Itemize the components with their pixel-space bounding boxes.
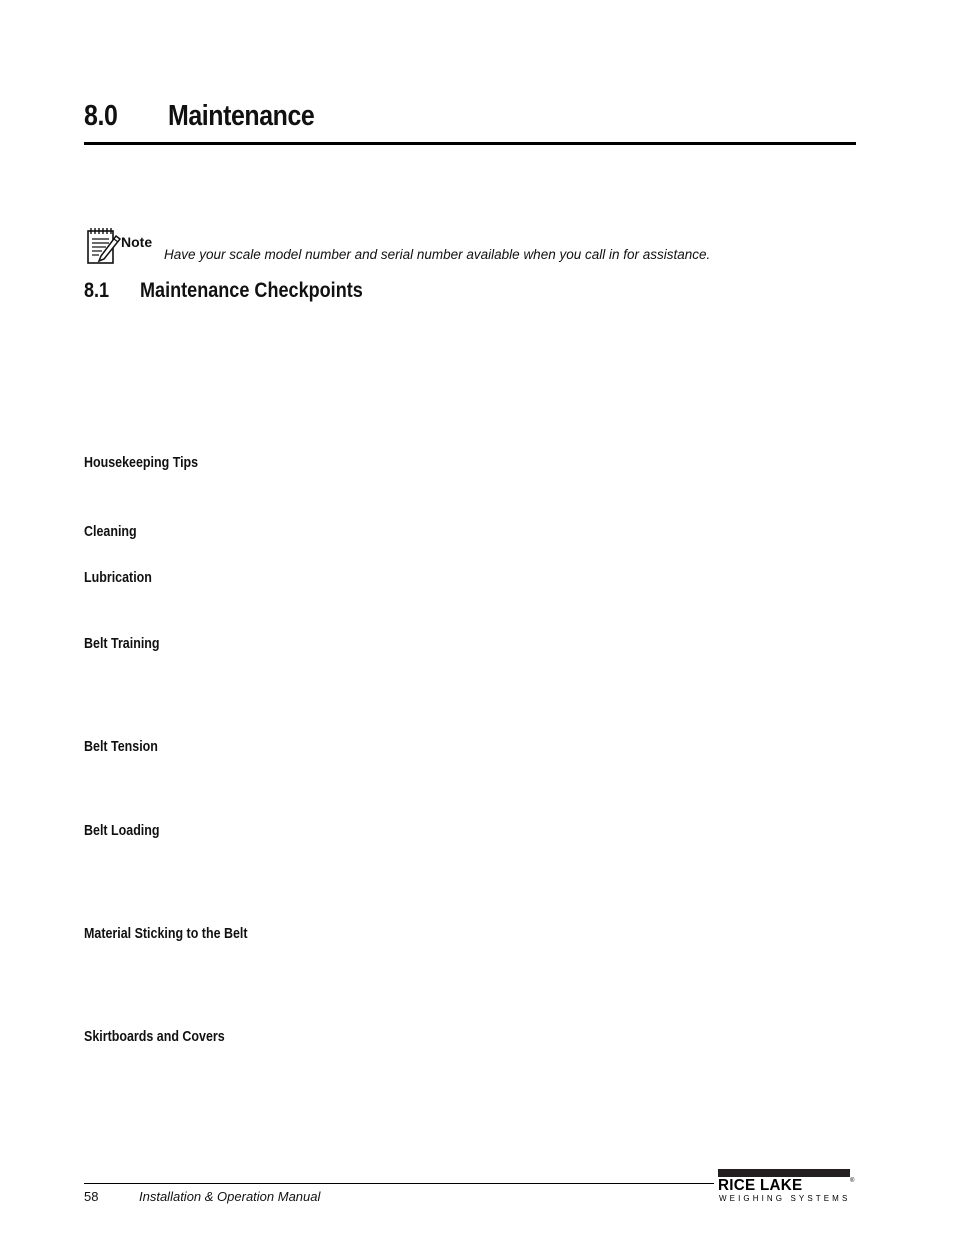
subheading-belt-tension: Belt Tension: [84, 739, 158, 755]
chapter-divider: [84, 142, 856, 145]
note-label: Note: [121, 234, 153, 250]
logo-tagline: WEIGHING SYSTEMS: [719, 1194, 851, 1203]
subheading-material-sticking: Material Sticking to the Belt: [84, 926, 248, 942]
subheading-belt-loading: Belt Loading: [84, 823, 160, 839]
logo-registered-mark: ®: [850, 1178, 855, 1184]
logo-bar: [718, 1169, 850, 1177]
rice-lake-logo: [716, 1169, 856, 1203]
note-text: Have your scale model number and serial number available when you call in for assistance.: [164, 247, 711, 262]
chapter-title: Maintenance: [168, 100, 315, 132]
logo-name: RICE LAKE: [718, 1177, 803, 1194]
page-number: 58: [84, 1189, 99, 1204]
subheading-skirtboards-covers: Skirtboards and Covers: [84, 1029, 225, 1045]
subheading-lubrication: Lubrication: [84, 570, 152, 586]
section-title: Maintenance Checkpoints: [140, 279, 363, 302]
subheading-cleaning: Cleaning: [84, 524, 137, 540]
footer-divider: [84, 1183, 714, 1184]
section-number: 8.1: [84, 279, 110, 302]
subheading-housekeeping-tips: Housekeeping Tips: [84, 455, 199, 471]
chapter-number: 8.0: [84, 100, 118, 132]
manual-title: Installation & Operation Manual: [139, 1189, 321, 1204]
subheading-belt-training: Belt Training: [84, 636, 160, 652]
note-pad-pencil-icon: [84, 226, 122, 266]
